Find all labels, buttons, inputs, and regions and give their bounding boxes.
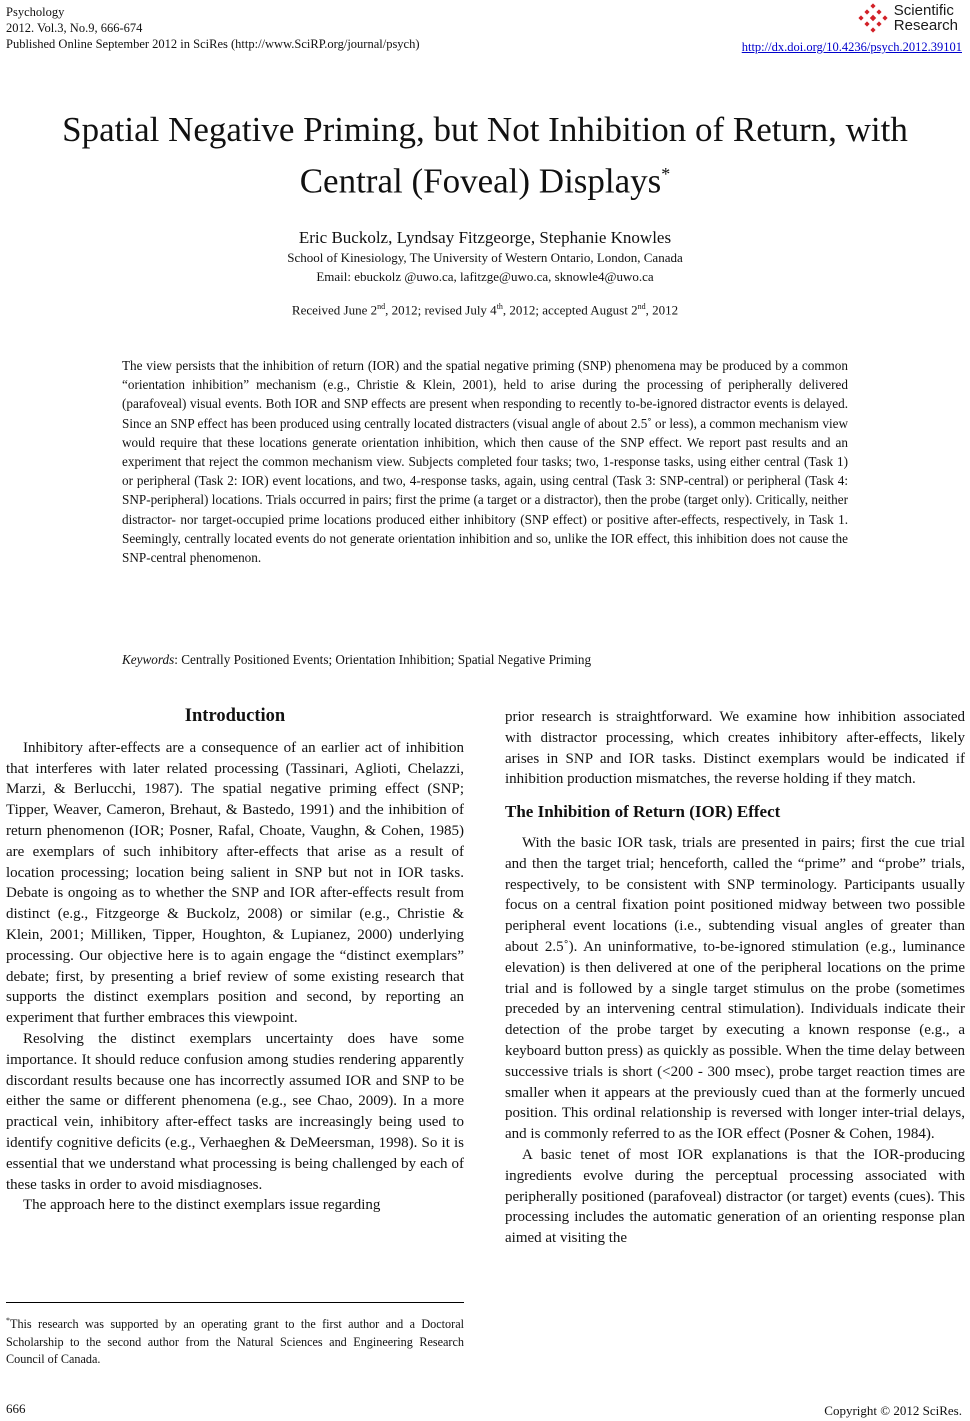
page-number: 666	[6, 1401, 26, 1416]
title-footnote-mark: *	[661, 164, 671, 184]
ior-paragraph-1: With the basic IOR task, trials are presented in pairs; first the cue trial and then the target trial; henceforth, called the “prime” and “probe” trials, respectively, to be consistent with SNP terminology. Participants usually focus on a central fixation point positioned midway between two possible peripheral event locations (i.e., subtending visual angles of greater than about 2.5˚). An uninformative, to-be-ignored stimulation (e.g., luminance elevation) is then delivered at one of the peripheral locations on the prime trial and is followed by a single target stimulus on the probe (sometimes preceded by an intervening central stimulation). Individuals indicate their detection of the probe target by executing a known response (e.g., a keyboard button press) as quickly as possible. When the time delay between successive trials is short (<200 - 300 msec), probe target reaction times are smaller when it appears at the previously cued than at the formerly uncued position. This ordinal relationship is reversed with longer inter-trial delays, and is commonly referred to as the IOR effect (Posner & Cohen, 1984).	[505, 834, 965, 1143]
title-line-2: Central (Foveal) Displays	[299, 161, 662, 201]
title-line-1: Spatial Negative Priming, but Not Inhibition of Return, with	[62, 110, 908, 149]
journal-name: Psychology	[6, 5, 65, 19]
logo-line-2: Research	[893, 17, 958, 34]
intro-paragraph-1: Inhibitory after-effects are a consequence of an earlier act of inhibition that interferes with later related processing (Tassinari, Aglioti, Chelazzi, Marzi, & Berlucchi, 1987). The spatial negative priming effect (SNP; Tipper, Weaver, Cameron, Brehaut, & Bastedo, 1991) and the inhibition of return phenomenon (IOR; Posner, Rafal, Choate, Vaughn, & Cohen, 1985) are exemplars of such inhibitory after-effects that arise as a result of location processing; location being salient in SNP but not in IOR tasks. Debate is ongoing as to whether the SNP and IOR after-effects result from distinct (e.g., Fitzgeorge & Buckolz, 2008) or similar (e.g., Christie & Klein, 2001; Milliken, Tipper, Houghton, & Lupianez, 2000) underlying processing. Our objective here is to again engage the “distinct exemplars” debate; first, by presenting a brief review of some existing research that supports the distinct exemplars position and second, by reporting an experiment that further embraces this viewpoint.	[6, 739, 464, 1027]
received-dates: Received June 2nd, 2012; revised July 4th, 2012; accepted August 2nd, 2012	[291, 302, 679, 318]
ior-paragraph-2: A basic tenet of most IOR explanations is that the IOR-producing ingredients evolve during the perceptual processing associated with peripherally positioned (parafoveal) distractor (or target) events (cues). This processing includes the automatic generation of an orienting response plan aimed at visiting the	[505, 1146, 965, 1247]
publisher-logo	[856, 0, 958, 36]
right-column	[505, 707, 965, 1249]
footnote-divider	[6, 1302, 464, 1303]
footnote-text: This research was supported by an operating grant to the first author and a Doctoral Scholarship to the second author from the Natural Sciences and Engineering Research Council of Canada.	[6, 1317, 464, 1367]
introduction-heading: Introduction	[184, 706, 286, 726]
keywords	[122, 652, 591, 668]
keywords-label: Keywords	[122, 652, 175, 667]
footnote-mark: *	[6, 1316, 10, 1325]
email: Email: ebuckolz @uwo.ca, lafitzge@uwo.ca, sknowle4@uwo.ca	[316, 269, 654, 284]
keywords-list: : Centrally Positioned Events; Orientation Inhibition; Spatial Negative Priming	[174, 652, 592, 667]
journal-volume: 2012. Vol.3, No.9, 666-674	[6, 21, 143, 35]
ior-section-heading: The Inhibition of Return (IOR) Effect	[505, 802, 781, 822]
copyright: Copyright © 2012 SciRes.	[824, 1403, 962, 1418]
affiliation: School of Kinesiology, The University of Western Ontario, London, Canada	[287, 250, 683, 265]
journal-header	[6, 4, 420, 52]
left-column	[6, 700, 464, 1216]
doi-link[interactable]: http://dx.doi.org/10.4236/psych.2012.39101	[741, 40, 962, 54]
intro-paragraph-3: The approach here to the distinct exemplars issue regarding	[23, 1197, 381, 1214]
scientific-research-logo-icon	[856, 3, 890, 33]
paper-title	[0, 108, 970, 204]
footnote	[6, 1312, 464, 1369]
authors: Eric Buckolz, Lyndsay Fitzgeorge, Stephanie Knowles	[298, 228, 672, 247]
logo-line-1: Scientific	[893, 2, 954, 19]
right-paragraph-continued: prior research is straightforward. We examine how inhibition associated with distractor processing, which creates inhibitory after-effects, likely arises in SNP and IOR tasks. Distinct exemplars would be indicated if inhibition production mismatches, the reverse holding if they match.	[505, 709, 965, 788]
publication-info: Published Online September 2012 in SciRes (http://www.SciRP.org/journal/psych)	[6, 37, 420, 51]
intro-paragraph-2: Resolving the distinct exemplars uncertainty does have some importance. It should reduce confusion among studies rendering apparently discordant results because one has incorrectly assumed IOR and SNP to be either the same or different phenomena (e.g., see Chao, 2009). In a more practical vein, inhibitory after-effect tasks are increasingly being used to identify cognitive deficits (e.g., Verhaeghen & DeMeersman, 1998). So it is essential that we understand what processing is being challenged by each of these tasks in order to avoid misdiagnoses.	[6, 1030, 464, 1193]
abstract: The view persists that the inhibition of return (IOR) and the spatial negative priming (SNP) phenomena may be produced by a common “orientation inhibition” mechanism (e.g., Christie & Klein, 2001), held to arise during the processing of peripherally delivered (parafoveal) visual events. Both IOR and SNP effects are present when responding to recently to-be-ignored distractor events is delayed. Since an SNP effect has been produced using centrally located distracters (visual angle of about 2.5˚ or less), a common mechanism view would require that these locations generate orientation inhibition, which then cause of the SNP effect. We report past results and an experiment that reject the common mechanism view. Subjects completed four tasks; two, 1-response tasks, using either central (Task 1) or peripheral (Task 2: IOR) event locations, and two, 4-response tasks, again, using central (Task 3: SNP-central) or peripheral (Task 4: SNP-peripheral) locations. Trials occurred in pairs; first the prime (a target or a distractor), then the probe (target only). Critically, neither distractor- nor target-occupied prime locations produced either inhibitory (SNP effect) or positive after-effects, respectively, in Task 1. Seemingly, centrally located events do not generate orientation inhibition and so, unlike the IOR effect, this inhibition does not cause the SNP-central phenomenon.	[122, 358, 848, 566]
